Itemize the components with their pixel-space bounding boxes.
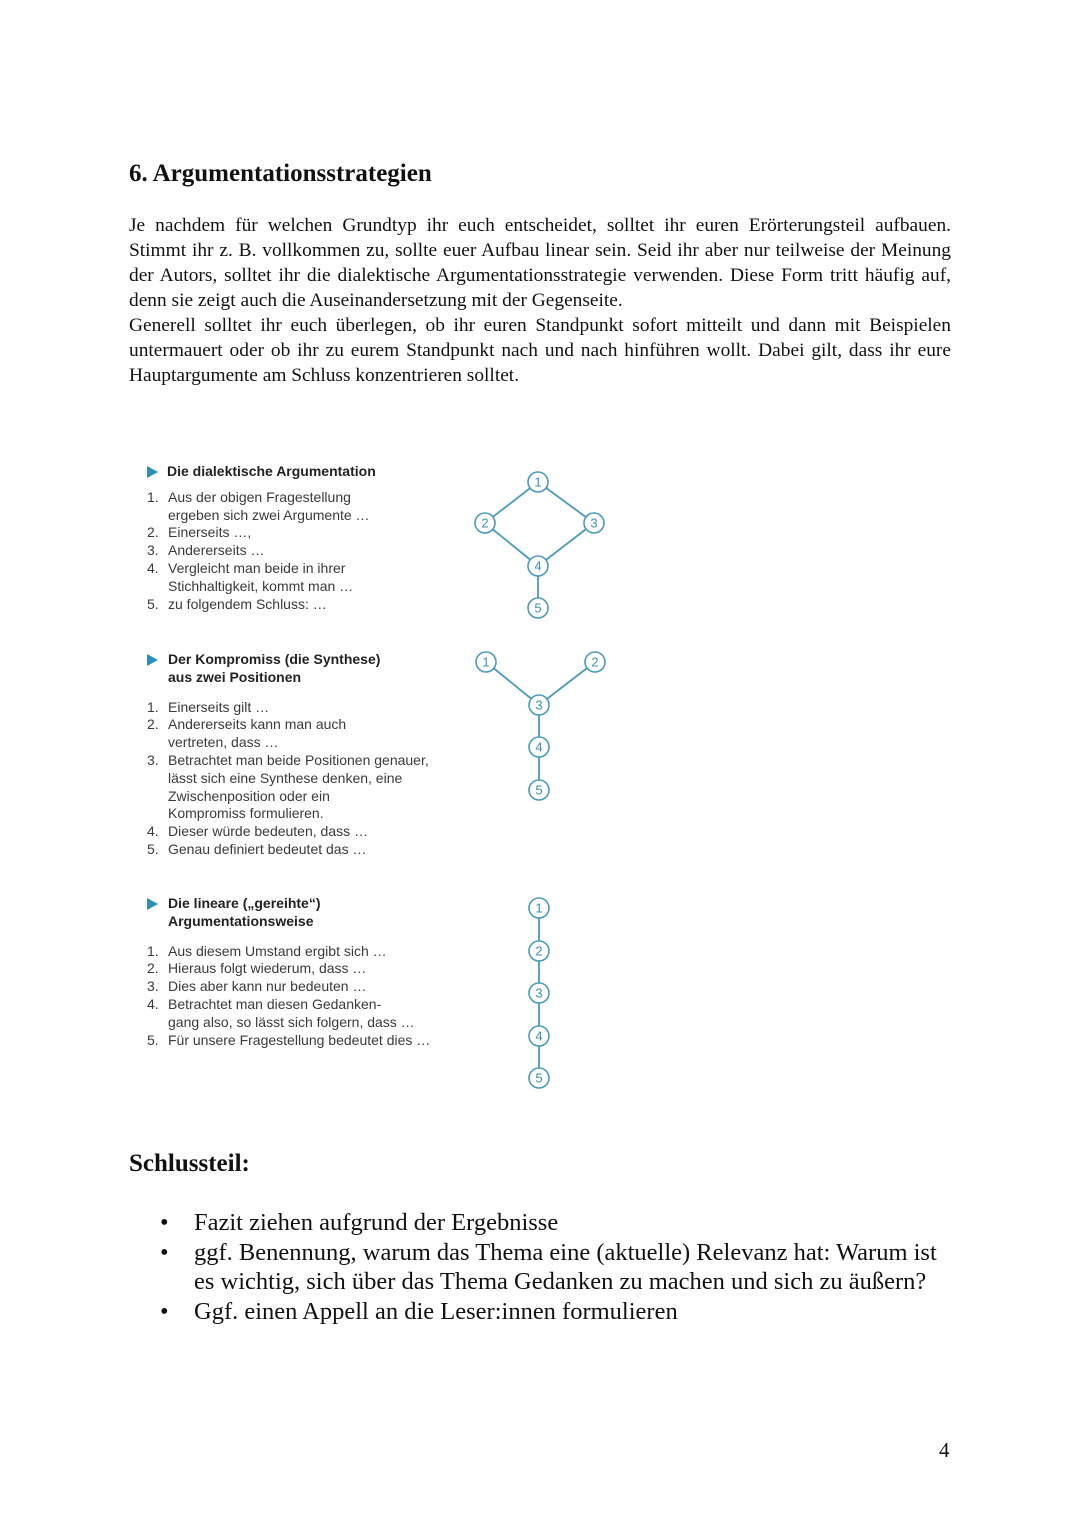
diagram-node	[528, 472, 548, 492]
conclusion-title: Schlussteil:	[129, 1150, 250, 1177]
svg-text:3: 3	[535, 985, 543, 1001]
diagram-node	[529, 1026, 549, 1046]
step-item: 4. Dieser würde bedeuten, dass …	[147, 823, 368, 840]
diagram-dialectic	[475, 472, 604, 618]
svg-text:5: 5	[535, 1070, 543, 1086]
svg-text:1: 1	[482, 654, 490, 670]
step-item: 2. Hieraus folgt wiederum, dass …	[147, 960, 367, 977]
step-item: 5. Für unsere Fragestellung bedeutet dies …	[147, 1031, 431, 1048]
step-item: 5. Genau definiert bedeutet das …	[147, 840, 367, 857]
diagram-node	[529, 1068, 549, 1088]
diagram-node	[476, 652, 496, 672]
intro-paragraph-2: Generell solltet ihr euch überlegen, ob ihr euren Standpunkt sofort mitteilt und dann mit Beispielen untermauert oder ob ihr zu eurem Standpunkt nach und nach hinführen wollt. Dabei gilt, dass ihr eure Hauptargumente am Schluss konzentrieren solltet.	[129, 315, 951, 386]
svg-text:1: 1	[535, 900, 543, 916]
section-title: 6. Argumentationsstrategien	[129, 160, 432, 187]
list-item: • Ggf. einen Appell an die Leser:innen formulieren	[160, 1297, 678, 1325]
diagram-node	[475, 513, 495, 533]
conclusion-list	[160, 1208, 960, 1326]
svg-text:2: 2	[535, 943, 543, 959]
svg-text:4: 4	[534, 558, 542, 574]
bullet-icon: •	[160, 1209, 169, 1236]
step-item: 1. Aus der obigen Fragestellung ergeben sich zwei Argumente …	[147, 488, 370, 523]
list-item: • ggf. Benennung, warum das Thema eine (aktuelle) Relevanz hat: Warum ist es wichtig, sich über das Thema Gedanken zu machen und sich zu äußern?	[160, 1238, 937, 1295]
diagram-node	[529, 898, 549, 918]
strategy-title-line: aus zwei Positionen	[168, 668, 302, 685]
svg-text:4: 4	[535, 739, 543, 755]
step-item: 2. Andererseits kann man auch vertreten, dass …	[147, 716, 347, 751]
diagram-node	[529, 941, 549, 961]
step-item: 5. zu folgendem Schluss: …	[147, 595, 327, 612]
diagram-node	[529, 695, 549, 715]
step-item: 1. Aus diesem Umstand ergibt sich …	[147, 942, 387, 959]
svg-text:4: 4	[535, 1028, 543, 1044]
strategy-title-line: Der Kompromiss (die Synthese)	[168, 651, 381, 667]
diagram-node	[528, 556, 548, 576]
strategy-title-line: Die lineare („gereihte“)	[168, 895, 321, 911]
intro-paragraph-1: Je nachdem für welchen Grundtyp ihr euch entscheidet, solltet ihr euren Erörterungsteil aufbauen. Stimmt ihr z. B. vollkommen zu, sollte euer Aufbau linear sein. Seid ihr aber nur teilweise der Meinung der Autors, solltet ihr die dialektische Argumentationsstrategie verwenden. Diese Form tritt häufig auf, denn sie zeigt auch die Auseinandersetzung mit der Gegenseite.	[129, 215, 951, 311]
svg-text:2: 2	[481, 515, 489, 531]
strategy-title-line: Argumentationsweise	[168, 912, 314, 929]
step-item: 2. Einerseits …,	[147, 524, 252, 541]
step-item: 3. Dies aber kann nur bedeuten …	[147, 978, 367, 995]
svg-text:3: 3	[535, 697, 543, 713]
diagram-node	[529, 737, 549, 757]
page-number: 4	[939, 1438, 950, 1462]
svg-text:5: 5	[535, 782, 543, 798]
diagram-node	[584, 513, 604, 533]
diagram-node	[528, 598, 548, 618]
diagram-linear	[529, 898, 549, 1088]
step-item: 3. Andererseits …	[147, 542, 265, 559]
svg-text:2: 2	[591, 654, 599, 670]
step-item: 4. Betrachtet man diesen Gedanken- gang also, so lässt sich folgern, dass …	[147, 995, 415, 1030]
svg-text:5: 5	[534, 600, 542, 616]
svg-text:3: 3	[590, 515, 598, 531]
diagram-compromise	[476, 652, 605, 800]
svg-text:1: 1	[534, 474, 542, 490]
diagram-node	[529, 780, 549, 800]
step-item: 3. Betrachtet man beide Positionen genauer, lässt sich eine Synthese denken, eine Zwischenposition oder ein Kompromiss formulieren.	[147, 751, 429, 822]
step-item: 1. Einerseits gilt …	[147, 698, 270, 715]
diagram-node	[585, 652, 605, 672]
bullet-icon: •	[160, 1238, 169, 1266]
strategy-title-line: Die dialektische Argumentation	[167, 463, 376, 479]
bullet-icon: •	[160, 1297, 169, 1325]
diagram-node	[529, 983, 549, 1003]
list-item: • Fazit ziehen aufgrund der Ergebnisse	[160, 1209, 559, 1236]
step-item: 4. Vergleicht man beide in ihrer Stichhaltigkeit, kommt man …	[147, 559, 354, 594]
